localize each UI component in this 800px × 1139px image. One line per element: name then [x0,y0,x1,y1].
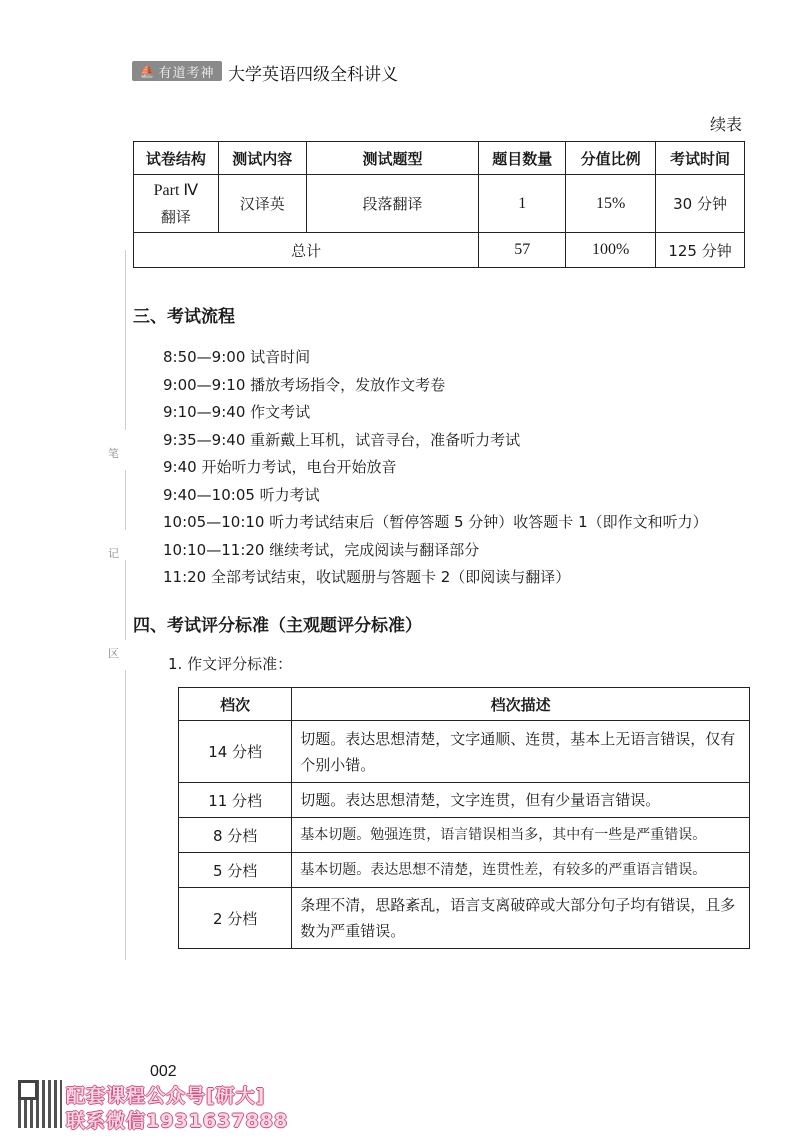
type-cell: 段落翻译 [306,175,479,233]
time-cell: 30 分钟 [656,175,745,233]
continued-label: 续表 [710,115,743,134]
timeline-item: 11:20 全部考试结束，收试题册与答题卡 2（即阅读与翻译） [163,568,571,586]
table-header: 考试时间 [656,142,745,175]
subsection-title-essay: 1. 作文评分标准： [168,655,293,673]
timeline-item: 9:35—9:40 重新戴上耳机，试音寻台，准备听力考试 [163,430,521,449]
part-cell [134,175,219,233]
total-row [134,233,745,268]
margin-divider [125,470,126,530]
desc-cell: 基本切题。表达思想不清楚，连贯性差，有较多的严重语言错误。 [292,853,750,888]
margin-note-char: 区 [108,647,119,660]
timeline-item: 9:40 开始听力考试，电台开始放音 [163,458,397,476]
desc-cell: 切题。表达思想清楚，文字连贯，但有少量语言错误。 [292,783,750,818]
margin-note-char: 笔 [108,447,119,460]
margin-divider [125,560,126,640]
total-label: 总计 [134,233,479,268]
part-number: Part Ⅳ [153,182,199,199]
table-header: 试卷结构 [134,142,219,175]
publisher-logo [132,61,222,81]
logo-text: 有道考神 [158,65,215,81]
timeline-item: 9:10—9:40 作文考试 [163,403,311,421]
table-header: 档次 [179,688,292,721]
margin-divider [125,670,126,960]
grade-cell: 14 分档 [179,721,292,783]
timeline-item: 9:40—10:05 听力考试 [163,485,320,504]
table-header: 测试题型 [306,142,479,175]
table-header: 题目数量 [479,142,566,175]
table-row [134,175,745,233]
timeline-item: 9:00—9:10 播放考场指令，发放作文考卷 [163,375,446,394]
margin-note-char: 记 [108,547,119,560]
desc-cell: 条理不清，思路紊乱，语言支离破碎或大部分句子均有错误，且多数为严重错误。 [292,888,750,949]
table-header-row [179,688,750,721]
table-header: 档次描述 [292,688,750,721]
timeline-item: 10:05—10:10 听力考试结束后（暂停答题 5 分钟）收答题卡 1（即作文和听力） [163,513,708,531]
promo-line: 联系微信1931637888 [66,1110,289,1132]
exam-structure-table [133,141,745,268]
essay-scoring-table [178,687,750,949]
section-title-scoring: 四、考试评分标准（主观题评分标准） [133,616,422,636]
promo-line: 配套课程公众号[研大] [66,1085,266,1107]
ratio-cell: 15% [566,175,656,233]
exam-timeline [163,344,708,592]
timeline-item: 8:50—9:00 试音时间 [163,348,311,366]
grade-cell: 5 分档 [179,853,292,888]
count-cell: 1 [479,175,566,233]
page-number: 002 [150,1063,177,1080]
total-count: 57 [479,233,566,268]
table-header: 测试内容 [218,142,306,175]
table-row [179,853,750,888]
total-ratio: 100% [566,233,656,268]
desc-cell: 切题。表达思想清楚，文字通顺、连贯，基本上无语言错误，仅有个别小错。 [292,721,750,783]
table-header-row [134,142,745,175]
total-time: 125 分钟 [656,233,745,268]
table-header: 分值比例 [566,142,656,175]
grade-cell: 2 分档 [179,888,292,949]
qr-code-icon [18,1080,62,1128]
section-title-exam-process: 三、考试流程 [133,307,235,327]
logo-icon: ⛵ [139,64,156,78]
part-name: 翻译 [160,208,191,226]
grade-cell: 11 分档 [179,783,292,818]
table-row [179,721,750,783]
grade-cell: 8 分档 [179,818,292,853]
desc-cell: 基本切题。勉强连贯，语言错误相当多，其中有一些是严重错误。 [292,818,750,853]
table-row [179,818,750,853]
book-title: 大学英语四级全科讲义 [228,65,398,85]
timeline-item: 10:10—11:20 继续考试，完成阅读与翻译部分 [163,540,480,559]
table-row [179,783,750,818]
table-row [179,888,750,949]
content-cell: 汉译英 [218,175,306,233]
margin-divider [125,250,126,430]
